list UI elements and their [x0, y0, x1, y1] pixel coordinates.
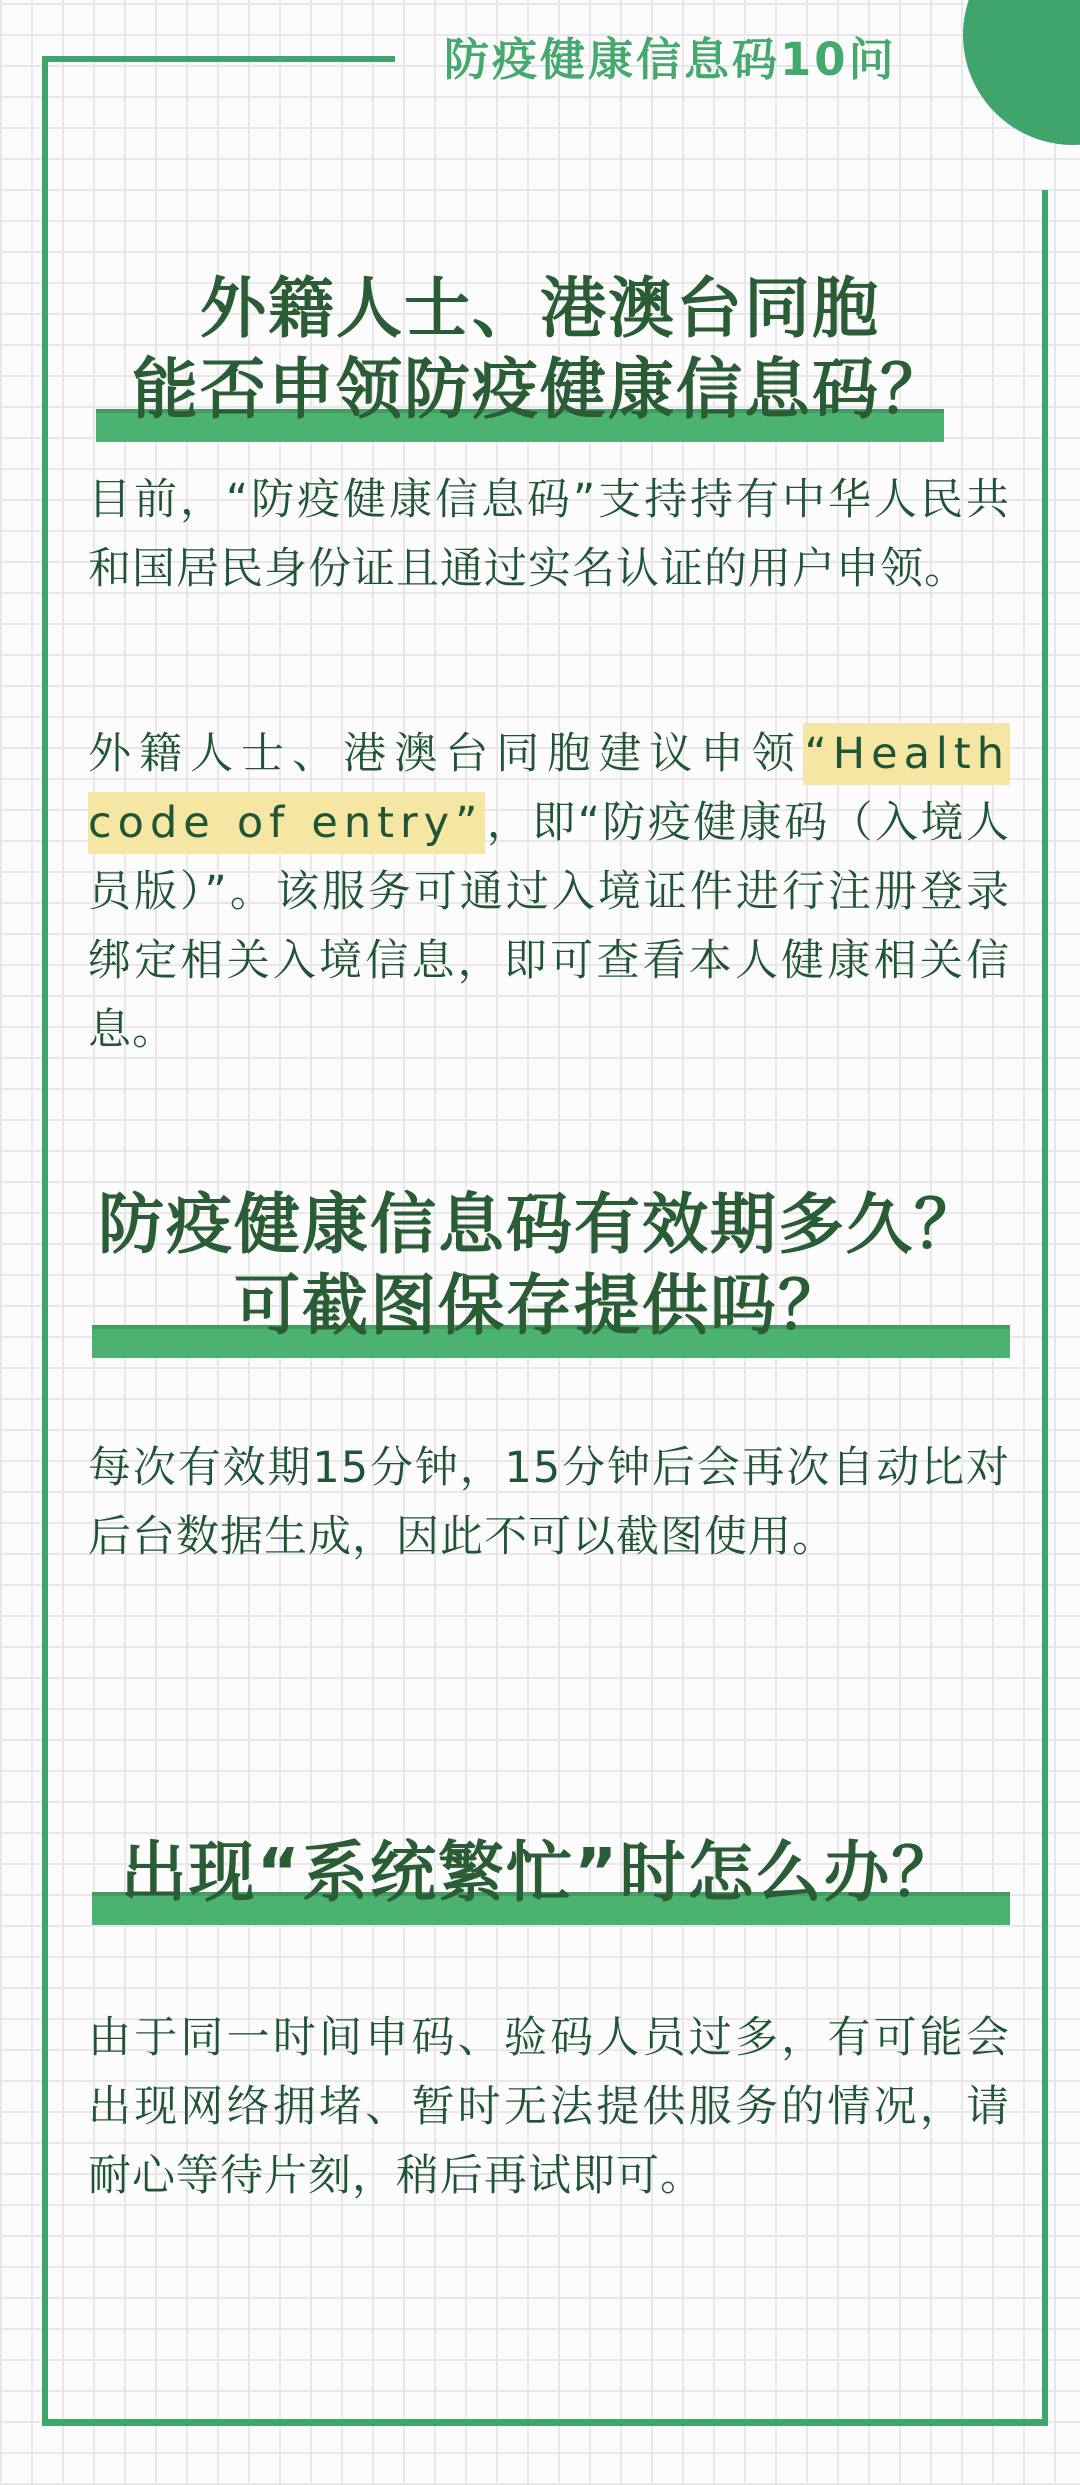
answer-1-paragraph-2-lead: 外籍人士、港澳台同胞建议申领 [88, 729, 803, 779]
frame-top-line [42, 56, 395, 62]
question-1-title-line-1: 外籍人士、港澳台同胞 [200, 270, 880, 347]
question-2-title [60, 1184, 1020, 1346]
question-3-title-line-1: 出现“系统繁忙”时怎么办？ [120, 1834, 960, 1911]
answer-2-paragraph: 每次有效期15分钟，15分钟后会再次自动比对后台数据生成，因此不可以截图使用。 [88, 1443, 1010, 1562]
answer-3-paragraph: 由于同一时间申码、验码人员过多，有可能会出现网络拥堵、暂时无法提供服务的情况，请耐心等待片刻，稍后再试即可。 [88, 2013, 1010, 2201]
answer-1-paragraph-1: 目前，“防疫健康信息码”支持持有中华人民共和国居民身份证且通过实名认证的用户申领。 [88, 475, 1010, 594]
frame-right-line [1042, 190, 1048, 2425]
highlighted-english-phrase: “Health code of entry” [88, 723, 1010, 854]
answer-1-paragraph-2 [88, 720, 1010, 1065]
answer-1-paragraph-2-rest: ，即“防疫健康码（入境人员版）”。该服务可通过入境证件进行注册登录绑定相关入境信息，即可查看本人健康相关信息。 [88, 798, 1010, 1055]
frame-left-line [42, 56, 48, 2425]
question-2-title-line-2: 可截图保存提供吗？ [234, 1267, 846, 1344]
question-1-title-line-2: 能否申领防疫健康信息码？ [132, 351, 948, 428]
corner-circle-decoration [963, 0, 1080, 145]
page-header-title: 防疫健康信息码10问 [444, 33, 897, 86]
frame-bottom-line [42, 2419, 1048, 2426]
question-2-title-line-1: 防疫健康信息码有效期多久？ [98, 1186, 982, 1263]
question-3-title [60, 1832, 1020, 1913]
question-1-title [60, 268, 1020, 430]
